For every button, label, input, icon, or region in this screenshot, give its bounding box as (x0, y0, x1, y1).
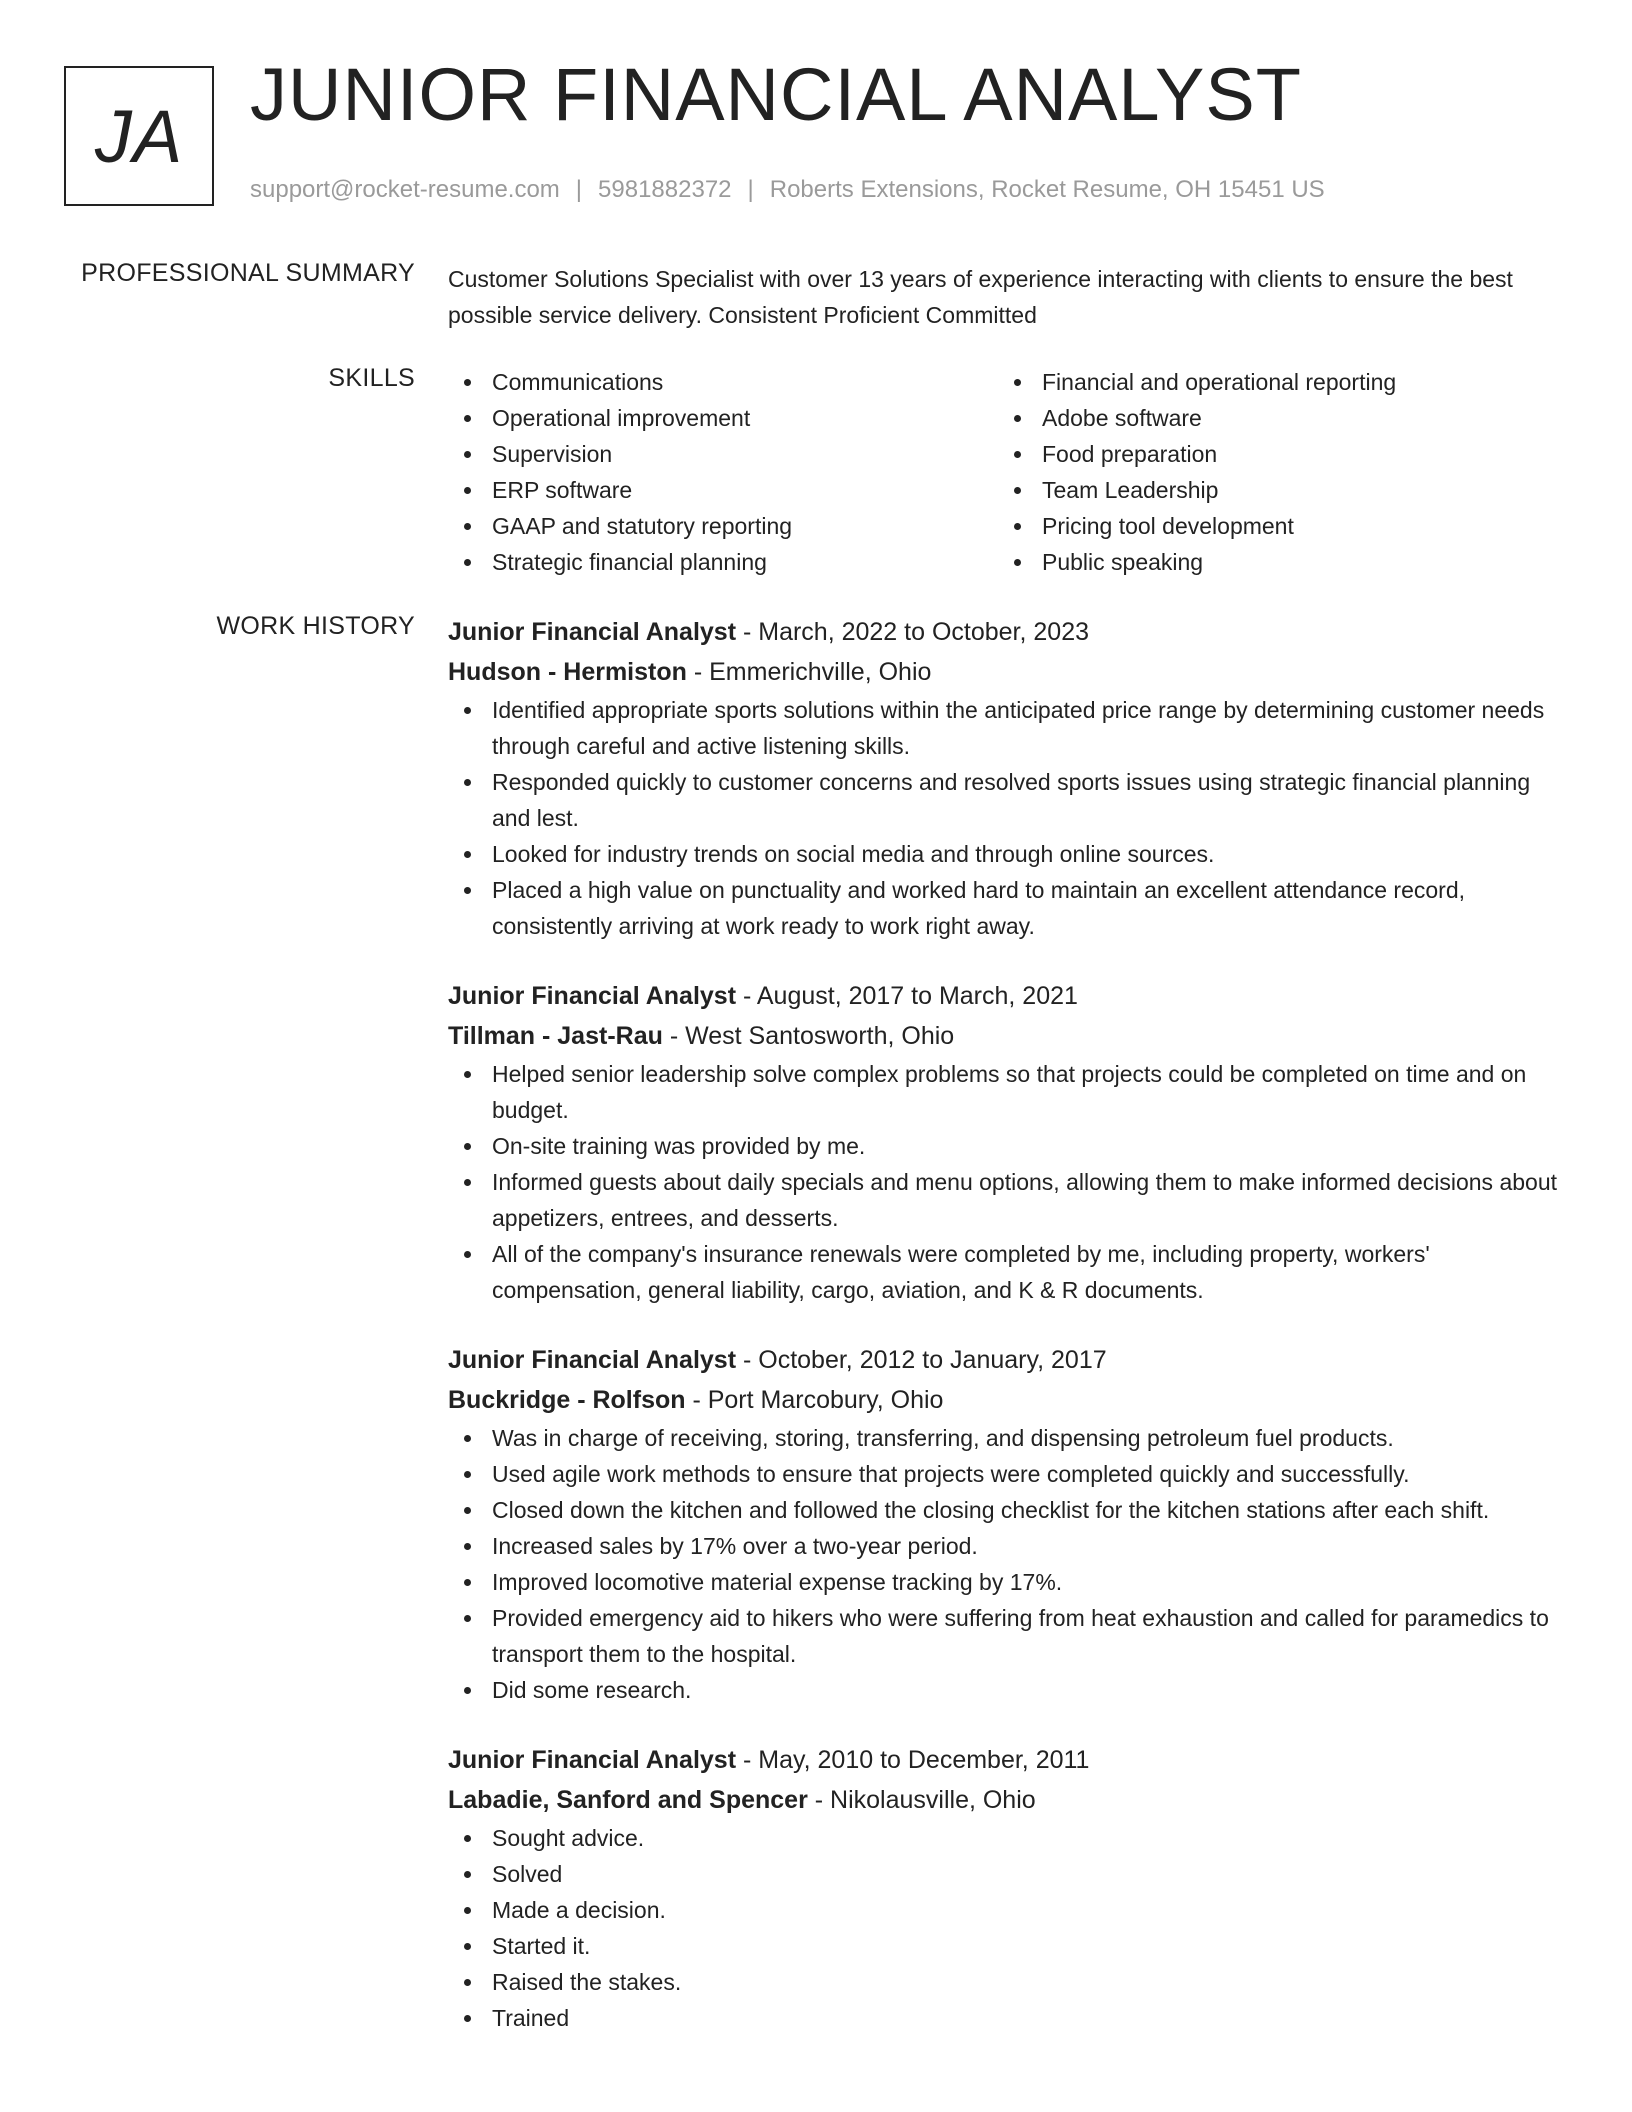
job-bullet: Solved (448, 1856, 1560, 1892)
job-company: Hudson - Hermiston (448, 658, 687, 686)
job-company-line (448, 1780, 1560, 1820)
job-bullet: On-site training was provided by me. (448, 1128, 1560, 1164)
job-bullet: Provided emergency aid to hikers who were suffering from heat exhaustion and called for paramedics to transport them to the hospital. (448, 1600, 1560, 1672)
initials: JA (94, 94, 184, 178)
job-bullet: All of the company's insurance renewals were completed by me, including property, workers' compensation, general liability, cargo, aviation, and K & R documents. (448, 1236, 1560, 1308)
job-location: - Nikolausville, Ohio (807, 1786, 1036, 1814)
resume-title: JUNIOR FINANCIAL ANALYST (250, 53, 1302, 136)
job-entry (448, 1740, 1560, 2036)
monogram-badge (64, 66, 214, 206)
job-bullet: Informed guests about daily specials and menu options, allowing them to make informed decisions about appetizers, entrees, and desserts. (448, 1164, 1560, 1236)
job-dates: - May, 2010 to December, 2011 (736, 1746, 1090, 1774)
job-bullet: Was in charge of receiving, storing, transferring, and dispensing petroleum fuel products. (448, 1420, 1560, 1456)
skill-item: Food preparation (998, 436, 1548, 472)
job-bullet: Did some research. (448, 1672, 1560, 1708)
skills-list-right (998, 364, 1548, 580)
job-company-line (448, 1380, 1560, 1420)
section-heading-summary: PROFESSIONAL SUMMARY (81, 259, 415, 287)
skill-item: Team Leadership (998, 472, 1548, 508)
job-title: Junior Financial Analyst (448, 618, 737, 646)
job-bullet: Made a decision. (448, 1892, 1560, 1928)
contact-email[interactable]: support@rocket-resume.com (250, 176, 560, 203)
job-company-line (448, 652, 1560, 692)
job-bullet: Responded quickly to customer concerns and resolved sports issues using strategic financial planning and lest. (448, 764, 1560, 836)
job-bullet: Raised the stakes. (448, 1964, 1560, 2000)
job-bullet: Sought advice. (448, 1820, 1560, 1856)
section-heading-work-history: WORK HISTORY (216, 612, 415, 640)
job-location: - Emmerichville, Ohio (686, 658, 932, 686)
job-bullet-list (448, 692, 1560, 944)
contact-line (250, 176, 1325, 204)
job-title: Junior Financial Analyst (448, 1746, 737, 1774)
job-entry (448, 1340, 1560, 1708)
job-dates: - March, 2022 to October, 2023 (736, 618, 1090, 646)
job-company-line (448, 1016, 1560, 1056)
skill-item: Financial and operational reporting (998, 364, 1548, 400)
job-bullet: Helped senior leadership solve complex problems so that projects could be completed on time and on budget. (448, 1056, 1560, 1128)
job-bullet: Closed down the kitchen and followed the closing checklist for the kitchen stations after each shift. (448, 1492, 1560, 1528)
job-title: Junior Financial Analyst (448, 1346, 737, 1374)
job-bullet: Looked for industry trends on social media and through online sources. (448, 836, 1560, 872)
summary-text: Customer Solutions Specialist with over 13 years of experience interacting with clients to ensure the best possible service delivery. Consistent Proficient Committed (448, 266, 1513, 328)
skill-item: Pricing tool development (998, 508, 1548, 544)
job-entry (448, 612, 1560, 944)
contact-separator: | (575, 176, 583, 203)
job-title-line (448, 612, 1560, 652)
skills-grid (448, 364, 1560, 580)
skill-item: Public speaking (998, 544, 1548, 580)
contact-address: Roberts Extensions, Rocket Resume, OH 15451 US (769, 176, 1325, 203)
job-bullet: Identified appropriate sports solutions within the anticipated price range by determining customer needs through careful and active listening skills. (448, 692, 1560, 764)
contact-separator: | (747, 176, 754, 203)
job-bullet: Used agile work methods to ensure that projects were completed quickly and successfully. (448, 1456, 1560, 1492)
job-title-line (448, 1340, 1560, 1380)
job-dates: - October, 2012 to January, 2017 (736, 1346, 1107, 1374)
job-company: Labadie, Sanford and Spencer (448, 1786, 808, 1814)
job-title-line (448, 1740, 1560, 1780)
job-company: Tillman - Jast-Rau (448, 1022, 663, 1050)
job-dates: - August, 2017 to March, 2021 (736, 982, 1078, 1010)
job-bullet: Placed a high value on punctuality and worked hard to maintain an excellent attendance record, consistently arriving at work ready to work right away. (448, 872, 1560, 944)
skills-list-left (448, 364, 998, 580)
job-location: - West Santosworth, Ohio (662, 1022, 955, 1050)
job-bullet-list (448, 1056, 1560, 1308)
job-bullet-list (448, 1820, 1560, 2036)
job-bullet: Trained (448, 2000, 1560, 2036)
job-bullet-list (448, 1420, 1560, 1708)
contact-phone[interactable]: 5981882372 (598, 176, 732, 203)
skill-item: Adobe software (998, 400, 1548, 436)
job-bullet: Increased sales by 17% over a two-year period. (448, 1528, 1560, 1564)
summary-body (448, 259, 1560, 333)
skill-item: GAAP and statutory reporting (448, 508, 998, 544)
job-title-line (448, 976, 1560, 1016)
section-heading-skills: SKILLS (328, 364, 415, 392)
job-entry (448, 976, 1560, 1308)
job-title: Junior Financial Analyst (448, 982, 737, 1010)
job-bullet: Improved locomotive material expense tracking by 17%. (448, 1564, 1560, 1600)
skills-body (448, 364, 1560, 580)
job-company: Buckridge - Rolfson (448, 1386, 686, 1414)
skill-item: Strategic financial planning (448, 544, 998, 580)
job-bullet: Started it. (448, 1928, 1560, 1964)
skill-item: Communications (448, 364, 998, 400)
job-location: - Port Marcobury, Ohio (685, 1386, 944, 1414)
skill-item: Operational improvement (448, 400, 998, 436)
work-history-body (448, 612, 1560, 2068)
skill-item: ERP software (448, 472, 998, 508)
skill-item: Supervision (448, 436, 998, 472)
